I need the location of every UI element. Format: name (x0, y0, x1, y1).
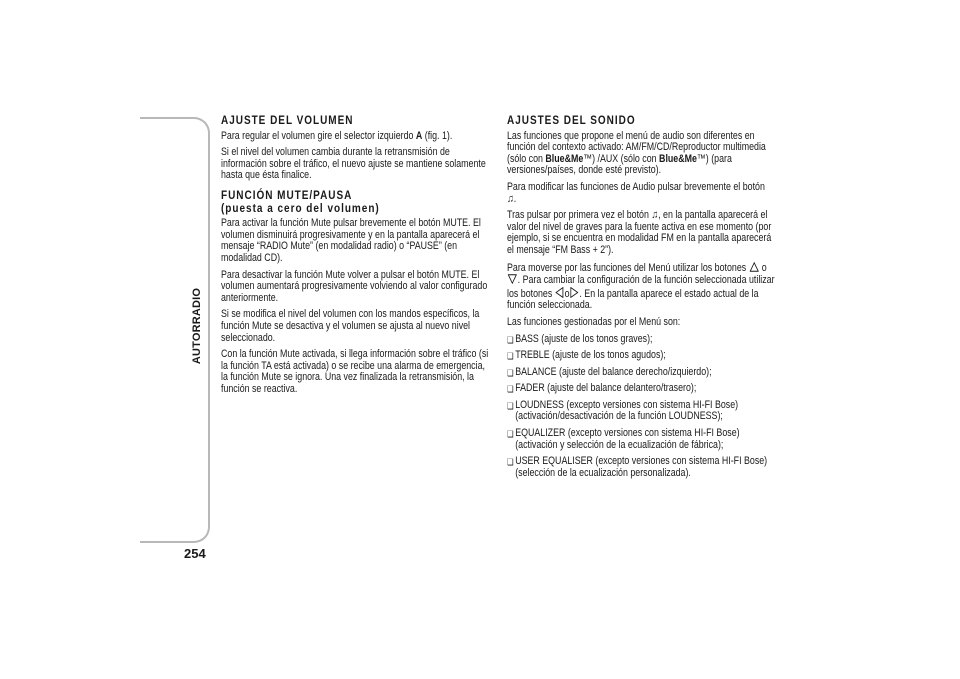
list-item-subtext: (activación y selección de la ecualización de fábrica); (515, 438, 724, 451)
paragraph-mute-2: Para desactivar la función Mute volver a pulsar el botón MUTE. El volumen aumentará progresivamente volviendo al valor configurado anteriormente. (221, 268, 488, 304)
checkbox-bullet-icon: ❏ (507, 351, 514, 362)
up-triangle-icon (749, 262, 758, 272)
list-item-text: USER EQUALISER (excepto versiones con sistema HI-FI Bose) (515, 455, 768, 468)
checkbox-bullet-icon: ❏ (507, 457, 514, 468)
paragraph-volume-1 (221, 131, 492, 143)
checkbox-bullet-icon: ❏ (507, 334, 514, 345)
text: Tras pulsar por primera vez el botón (507, 209, 649, 222)
paragraph-sound-1 (507, 131, 778, 177)
down-triangle-icon (508, 274, 517, 284)
list-item (507, 367, 778, 379)
list-item-text: BALANCE (ajuste del balance derecho/izquierdo); (515, 365, 712, 378)
text: ™) (para versiones/países, donde esté previsto). (507, 152, 732, 177)
text: , en la pantalla aparecerá el valor del nivel de graves para la fuente activa en ese momento (por ejemplo, si se encuentra en modalidad FM en la pantalla aparecerá el mensaje “FM Bass + 2”). (507, 209, 772, 256)
text: . Para cambiar la configuración de la función seleccionada utilizar los botones (507, 274, 775, 300)
text: . (513, 192, 517, 205)
list-item (507, 334, 778, 346)
list-item-text: EQUALIZER (excepto versiones con sistema HI-FI Bose) (515, 427, 740, 440)
text: . En la pantalla aparece el estado actual de la función seleccionada. (507, 287, 759, 312)
heading-mute (221, 189, 492, 214)
paragraph-sound-2 (507, 182, 778, 205)
heading-mute-line2: (puesta a cero del volumen) (221, 200, 380, 215)
text: o (761, 261, 767, 274)
paragraph-mute-1: Para activar la función Mute pulsar brevemente el botón MUTE. El volumen disminuirá progresivamente y en la pantalla aparecerá el mensaje “RADIO Mute” (en modalidad radio) o “PAUSE” (en modalidad CD). (221, 217, 481, 264)
text: o (564, 287, 570, 300)
text: Para moverse por las funciones del Menú utilizar los botones (507, 261, 747, 274)
heading-volume: AJUSTE DEL VOLUMEN (221, 113, 354, 127)
paragraph-sound-3 (507, 210, 778, 256)
right-triangle-icon (570, 287, 578, 298)
heading-sound: AJUSTES DEL SONIDO (507, 113, 636, 127)
music-note-icon: ♫ (507, 192, 514, 205)
list-item (507, 400, 778, 423)
brand-name: Blue&Me (545, 152, 584, 165)
list-item-text: FADER (ajuste del balance delantero/trasero); (515, 382, 697, 395)
list-item-text: BASS (ajuste de los tonos graves); (515, 332, 653, 345)
checkbox-bullet-icon: ❏ (507, 429, 514, 440)
chapter-label: AUTORRADIO (191, 287, 203, 365)
list-item (507, 350, 778, 362)
checkbox-bullet-icon: ❏ (507, 367, 514, 378)
heading-mute-line1: FUNCIÓN MUTE/PAUSA (221, 187, 353, 202)
text: Las funciones que propone el menú de audio son diferentes en función del contexto activado: AM/FM/CD/Reproductor multimedia (sólo con (507, 129, 766, 165)
list-item-text: TREBLE (ajuste de los tonos agudos); (515, 349, 666, 362)
right-column (507, 114, 778, 484)
left-triangle-icon (556, 287, 564, 298)
list-item (507, 456, 778, 479)
paragraph-volume-2: Si el nivel del volumen cambia durante la retransmisión de información sobre el tráfico, el nuevo ajuste se mantiene solamente hasta que ésta finalice. (221, 146, 486, 182)
left-column (221, 114, 492, 400)
list-item-subtext: (selección de la ecualización personalizada). (515, 466, 691, 479)
checkbox-bullet-icon: ❏ (507, 384, 514, 395)
paragraph-mute-4: Con la función Mute activada, si llega información sobre el tráfico (si la función TA está activada) o se recibe una alarma de emergencia, la función Mute se ignora. Una vez finalizada la retransmisión, la función se reactiva. (221, 348, 489, 395)
paragraph-sound-4 (507, 262, 778, 312)
music-note-icon: ♫ (651, 209, 659, 222)
page-number: 254 (184, 546, 206, 561)
list-item (507, 383, 778, 395)
text: Para modificar las funciones de Audio pulsar brevemente el botón (507, 180, 765, 193)
list-item-text: LOUDNESS (excepto versiones con sistema HI-FI Bose) (515, 398, 739, 411)
selector-ref: A (415, 129, 423, 142)
brand-name: Blue&Me (659, 152, 697, 165)
checkbox-bullet-icon: ❏ (507, 400, 514, 411)
text: (fig. 1). (422, 129, 453, 142)
paragraph-sound-5: Las funciones gestionadas por el Menú son: (507, 315, 681, 328)
list-item (507, 428, 778, 451)
list-item-subtext: (activación/desactivación de la función LOUDNESS); (515, 410, 723, 423)
text: Para regular el volumen gire el selector izquierdo (221, 129, 416, 142)
menu-functions-list (507, 334, 778, 480)
paragraph-mute-3: Si se modifica el nivel del volumen con los mandos específicos, la función Mute se desactiva y el volumen se ajusta al nuevo nivel seleccionado. (221, 308, 480, 344)
text: ™) /AUX (sólo con (583, 152, 660, 165)
